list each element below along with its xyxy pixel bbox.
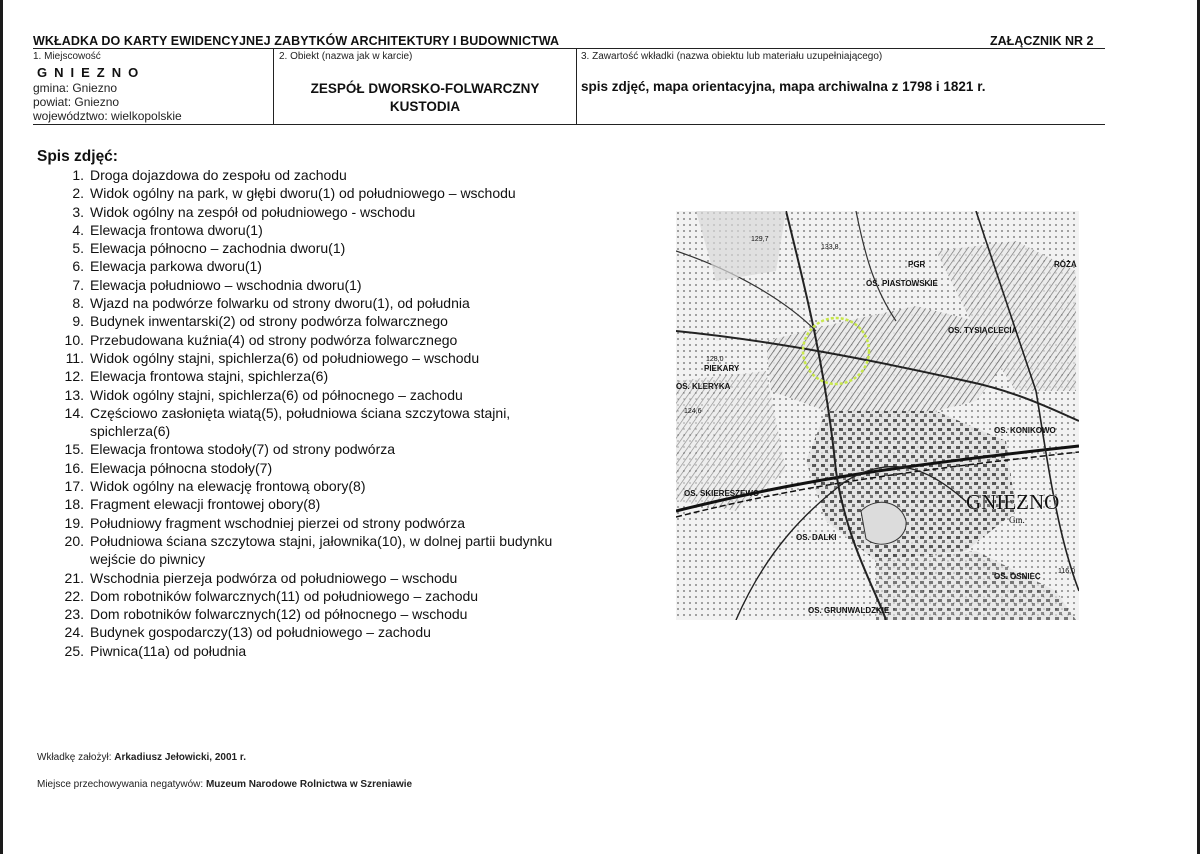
- list-item-text: Widok ogólny na park, w głębi dworu(1) od południowego – wschodu: [90, 185, 516, 202]
- list-item-number: 22.: [64, 587, 84, 604]
- map-label-kleryka: OS. KLERYKA: [676, 382, 731, 391]
- list-item-text: Widok ogólny na zespół od południowego - wschodu: [90, 203, 416, 220]
- map-spot-height-5: 116,0: [1058, 568, 1075, 575]
- list-item-number: 20.: [64, 532, 84, 549]
- list-item-number: 7.: [72, 276, 84, 293]
- list-item-number: 21.: [64, 569, 84, 586]
- map-label-pgr: PGR: [908, 260, 926, 269]
- list-item-number: 11.: [65, 349, 84, 366]
- list-item: [37, 221, 577, 239]
- list-item-text: Widok ogólny stajni, spichlerza(6) od północnego – zachodu: [90, 386, 463, 403]
- list-item-number: 19.: [64, 514, 84, 531]
- list-item-text: Elewacja frontowa stodoły(7) od strony podwórza: [90, 441, 396, 458]
- contents-label: 3. Zawartość wkładki (nazwa obiektu lub materiału uzupełniającego): [581, 51, 883, 62]
- annex-label: ZAŁĄCZNIK NR 2: [990, 34, 1094, 48]
- list-item-text: Budynek gospodarczy(13) od południowego – zachodu: [90, 624, 431, 641]
- storage-label: Miejsce przechowywania negatywów:: [37, 779, 204, 790]
- list-item-number: 25.: [64, 642, 84, 659]
- list-item: [37, 587, 577, 605]
- list-item-text: Elewacja frontowa dworu(1): [90, 221, 263, 238]
- list-item: [37, 239, 577, 257]
- list-item-number: 8.: [72, 295, 84, 312]
- list-item: [37, 294, 577, 312]
- list-item-number: 15.: [64, 441, 84, 458]
- list-item-number: 23.: [64, 606, 84, 623]
- list-item: [37, 349, 577, 367]
- list-item-number: 24.: [64, 624, 84, 641]
- map-label-piastowskie: OS. PIASTOWSKIE: [866, 279, 938, 288]
- list-item-number: 13.: [64, 386, 84, 403]
- storage-line: [37, 779, 412, 790]
- list-item-text: Dom robotników folwarcznych(11) od południowego – zachodu: [90, 587, 479, 604]
- list-item-text: Budynek inwentarski(2) od strony podwórza folwarcznego: [90, 313, 448, 330]
- header-rule-bottom: [33, 124, 1105, 125]
- list-item: [37, 184, 577, 202]
- page-edge-left: [0, 0, 3, 854]
- list-item: [37, 514, 577, 532]
- list-item-number: 14.: [64, 404, 84, 421]
- list-item: [37, 605, 577, 623]
- list-item-text: Dom robotników folwarcznych(12) od północnego – wschodu: [90, 606, 468, 623]
- header-title: WKŁADKA DO KARTY EWIDENCYJNEJ ZABYTKÓW ARCHITEKTURY I BUDOWNICTWA: [33, 34, 560, 48]
- map-gm-label: Gm.: [1009, 515, 1025, 525]
- object-label: 2. Obiekt (nazwa jak w karcie): [279, 51, 413, 62]
- map-label-konikowo: OS. KONIKOWO: [994, 426, 1056, 435]
- list-item-text: Fragment elewacji frontowej obory(8): [90, 496, 321, 513]
- object-name-line-2: KUSTODIA: [389, 99, 461, 114]
- list-item-text: Wjazd na podwórze folwarku od strony dworu(1), od południa: [90, 295, 470, 312]
- object-name-line-1: ZESPÓŁ DWORSKO-FOLWARCZNY: [310, 81, 540, 96]
- list-item-number: 17.: [64, 478, 84, 495]
- list-item-text: Wschodnia pierzeja podwórza od południowego – wschodu: [90, 569, 458, 586]
- town-name: GNIEZNO: [37, 65, 146, 80]
- list-item: [37, 331, 577, 349]
- list-item-number: 18.: [64, 496, 84, 513]
- photo-list-heading: Spis zdjęć:: [37, 148, 118, 165]
- list-item: [37, 386, 577, 404]
- list-item-text: Południowy fragment wschodniej pierzei od strony podwórza: [90, 514, 466, 531]
- list-item-text: Elewacja frontowa stajni, spichlerza(6): [90, 368, 329, 385]
- map-spot-height-4: 124,6: [684, 408, 702, 415]
- list-item-number: 6.: [72, 258, 84, 275]
- storage-value: Muzeum Narodowe Rolnictwa w Szreniawie: [205, 779, 413, 790]
- photo-list: [37, 166, 577, 660]
- contents-value: spis zdjęć, mapa orientacyjna, mapa archiwalna z 1798 i 1821 r.: [581, 79, 986, 94]
- list-item: [37, 495, 577, 513]
- list-item: [37, 276, 577, 294]
- founder-line: [37, 752, 246, 763]
- list-item: [37, 312, 577, 330]
- list-item: [37, 440, 577, 458]
- powiat-line: powiat: Gniezno: [33, 95, 120, 109]
- list-item-number: 12.: [64, 368, 84, 385]
- object-name: [275, 80, 575, 116]
- list-item-number: 2.: [72, 185, 84, 202]
- list-item: [37, 257, 577, 275]
- map-spot-height-1: 133,8: [821, 244, 839, 251]
- list-item-number: 1.: [72, 167, 84, 183]
- list-item: [37, 623, 577, 641]
- list-item: [37, 532, 577, 569]
- list-item-text: Elewacja północno – zachodnia dworu(1): [90, 240, 346, 257]
- map-label-tysiaclecia: OS. TYSIĄCLECIA: [948, 326, 1018, 335]
- list-item-number: 9.: [72, 313, 84, 330]
- list-item-text: Elewacja południowo – wschodnia dworu(1): [90, 276, 362, 293]
- founder-value: Arkadiusz Jełowicki, 2001 r.: [114, 752, 246, 763]
- map-label-piekary: PIEKARY: [704, 364, 740, 373]
- founder-label: Wkładkę założył:: [37, 752, 112, 763]
- list-item-text: Przebudowana kuźnia(4) od strony podwórza folwarcznego: [90, 331, 458, 348]
- location-label: 1. Miejscowość: [33, 51, 101, 62]
- list-item-number: 10.: [64, 331, 84, 348]
- map-lake: [861, 502, 906, 544]
- map-label-dalki: OS. DALKI: [796, 533, 837, 542]
- map-label-skiereszewo: OS. SKIERESZEWO: [684, 489, 760, 498]
- list-item-number: 3.: [72, 203, 84, 220]
- list-item: [37, 203, 577, 221]
- list-item-text: Widok ogólny na elewację frontową obory(8): [90, 478, 366, 495]
- list-item: [37, 642, 577, 660]
- list-item-text: Droga dojazdowa do zespołu od zachodu: [90, 167, 347, 183]
- map-spot-height-2: 129,7: [751, 236, 769, 243]
- map-canvas: [676, 211, 1079, 620]
- map-city-label: GNIEZNO: [966, 490, 1060, 514]
- list-item: [37, 404, 577, 441]
- list-item-text: Elewacja północna stodoły(7): [90, 459, 273, 476]
- list-item-text: Widok ogólny stajni, spichlerza(6) od południowego – wschodu: [90, 349, 480, 366]
- list-item: [37, 367, 577, 385]
- list-item-text: Częściowo zasłonięta wiatą(5), południowa ściana szczytowa stajni, spichlerza(6): [90, 404, 511, 440]
- map-label-roza: RÓŻA: [1054, 260, 1077, 269]
- list-item: [37, 569, 577, 587]
- list-item-number: 4.: [72, 221, 84, 238]
- list-item-text: Południowa ściana szczytowa stajni, jałownika(10), w dolnej partii budynku wejście do piwnicy: [90, 532, 553, 568]
- list-item-number: 5.: [72, 240, 84, 257]
- list-item: [37, 459, 577, 477]
- map-label-osniec: OS. OSNIEC: [994, 572, 1041, 581]
- list-item-text: Piwnica(11a) od południa: [90, 642, 247, 659]
- orientation-map: [676, 211, 1079, 620]
- voivodeship-line: województwo: wielkopolskie: [33, 109, 182, 123]
- header-rule-top: [33, 48, 1105, 49]
- list-item-number: 16.: [64, 459, 84, 476]
- list-item: [37, 166, 577, 184]
- map-spot-height-3: 128,0: [706, 356, 724, 363]
- list-item-text: Elewacja parkowa dworu(1): [90, 258, 262, 275]
- map-label-grunwaldzkie: OS. GRUNWALDZKIE: [808, 606, 890, 615]
- column-divider-1: [273, 48, 274, 125]
- gmina-line: gmina: Gniezno: [33, 81, 118, 95]
- list-item: [37, 477, 577, 495]
- column-divider-2: [576, 48, 577, 125]
